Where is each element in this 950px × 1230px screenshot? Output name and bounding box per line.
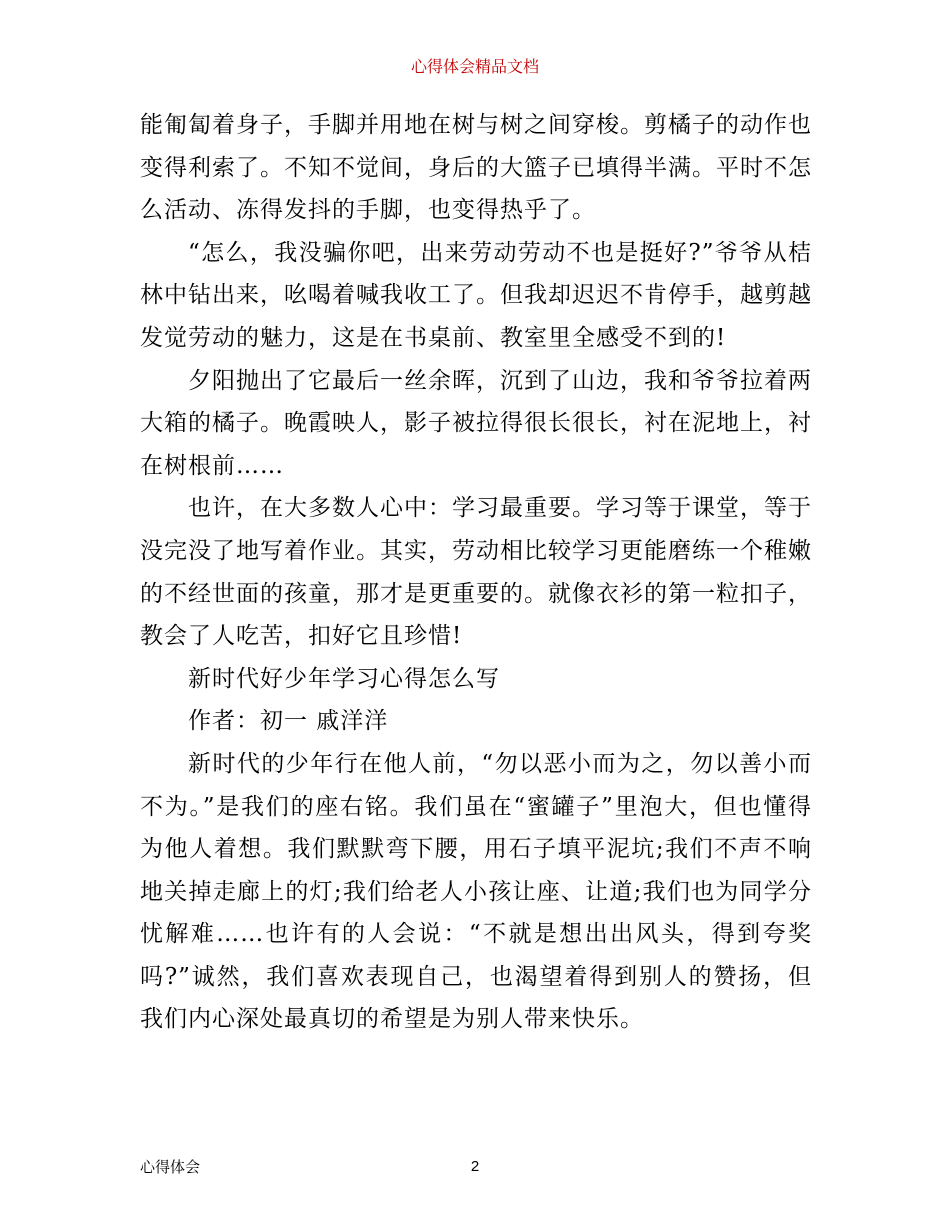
page-number: 2: [470, 1158, 480, 1175]
essay-title: 新时代好少年学习心得怎么写: [188, 665, 500, 692]
paragraph-continued: 能匍匐着身子，手脚并用地在树与树之间穿梭。剪橘子的动作也变得利索了。不知不觉间，身后的大篮子已填得半满。平时不怎么活动、冻得发抖的手脚，也变得热乎了。: [140, 112, 812, 224]
paragraph-reflection: 也许，在大多数人心中：学习最重要。学习等于课堂，等于没完没了地写着作业。其实，劳动相比较学习更能磨练一个稚嫩的不经世面的孩童，那才是更重要的。就像衣衫的第一粒扣子，教会了人吃苦，扣好它且珍惜!: [140, 495, 812, 650]
page-header-title: 心得体会精品文档: [410, 57, 539, 76]
footer-label: 心得体会: [140, 1158, 201, 1176]
paragraph-grandpa-quote: “怎么，我没骗你吧，出来劳动劳动不也是挺好?”爷爷从桔林中钻出来，吆喝着喊我收工了。但我却迟迟不肯停手，越剪越发觉劳动的魅力，这是在书桌前、教室里全感受不到的!: [140, 239, 812, 351]
paragraph-new-era-youth: 新时代的少年行在他人前，“勿以恶小而为之，勿以善小而不为。”是我们的座右铭。我们虽在“蜜罐子”里泡大，但也懂得为他人着想。我们默默弯下腰，用石子填平泥坑;我们不声不响地关掉走廊上的灯;我们给老人小孩让座、让道;我们也为同学分忧解难……也许有的人会说：“不就是想出出风头，得到夸奖吗?”诚然，我们喜欢表现自己，也渴望着得到别人的赞扬，但我们内心深处最真切的希望是为别人带来快乐。: [140, 750, 812, 1033]
essay-author: 作者：初一 戚洋洋: [188, 708, 389, 735]
paragraph-sunset: 夕阳抛出了它最后一丝余晖，沉到了山边，我和爷爷拉着两大箱的橘子。晚霞映人，影子被拉得很长很长，衬在泥地上，衬在树根前……: [140, 367, 812, 479]
document-body: [140, 104, 812, 1041]
